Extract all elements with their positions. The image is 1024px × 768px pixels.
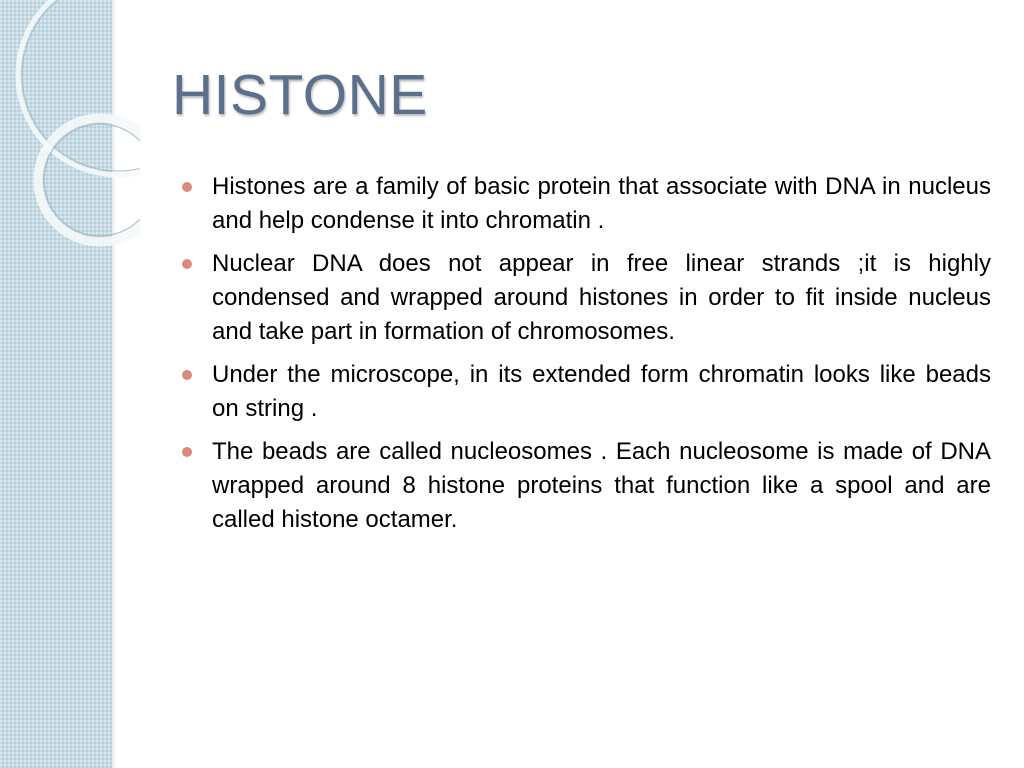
bullet-dot-icon (182, 182, 192, 192)
bullet-text: Histones are a family of basic protein that associate with DNA in nucleus and help condense it into chromatin . (212, 173, 991, 234)
bullet-item (180, 247, 991, 349)
bullet-item (180, 170, 991, 238)
bullet-list (180, 170, 991, 546)
bullet-dot-icon (182, 370, 192, 380)
bullet-item (180, 435, 991, 537)
bullet-text: Under the microscope, in its extended form chromatin looks like beads on string . (212, 361, 991, 422)
slide-title: HISTONE (172, 63, 428, 127)
bullet-dot-icon (182, 259, 192, 269)
bullet-dot-icon (182, 447, 192, 457)
bullet-text: Nuclear DNA does not appear in free linear strands ;it is highly condensed and wrapped around histones in order to fit inside nucleus and take part in formation of chromosomes. (212, 250, 991, 345)
bullet-item (180, 358, 991, 426)
ring-decoration-icon (0, 0, 140, 260)
bullet-text: The beads are called nucleosomes . Each nucleosome is made of DNA wrapped around 8 histone proteins that function like a spool and are called histone octamer. (212, 438, 991, 533)
